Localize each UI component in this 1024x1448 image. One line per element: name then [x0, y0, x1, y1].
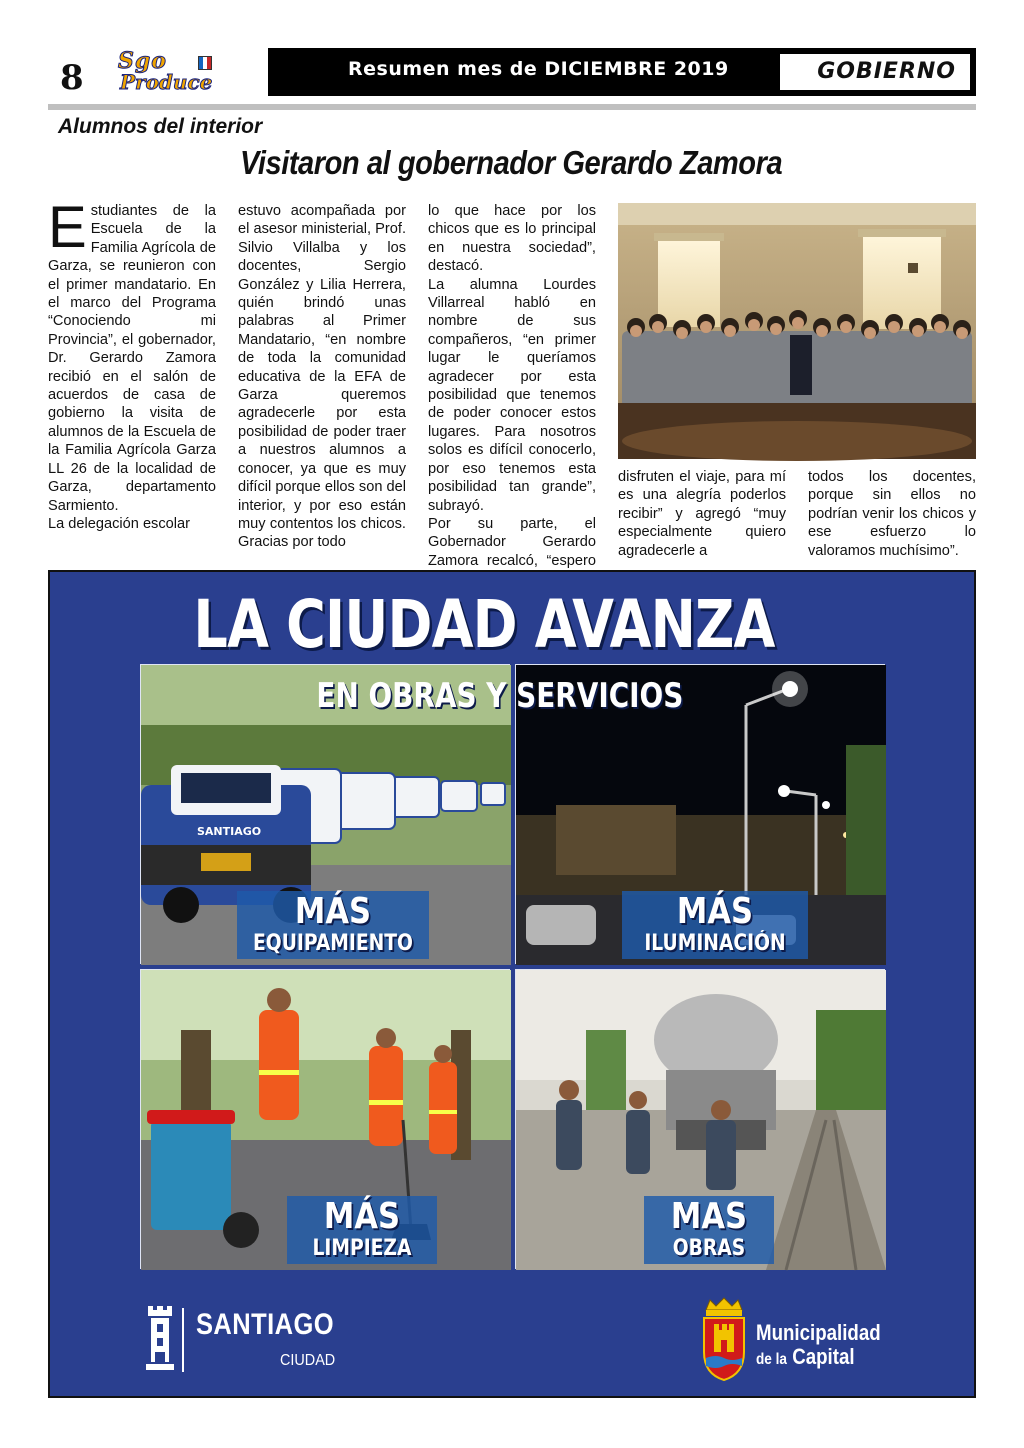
article-column-2	[238, 202, 406, 564]
tower-icon	[146, 1306, 174, 1372]
tile-label-big: MAS	[670, 1196, 748, 1237]
coat-of-arms-icon	[700, 1296, 748, 1382]
issue-summary: Resumen mes de DICIEMBRE 2019	[348, 58, 729, 80]
paragraph: lo que hace por los chicos que es lo principal en nuestra sociedad”, destacó.	[428, 203, 596, 275]
tile-label-big: MÁS	[294, 891, 372, 932]
brand-right-capital: Capital	[792, 1344, 855, 1369]
paragraph: todos los docentes, porque sin ellos no podrían venir los chicos y ese esfuerzo lo valoramos muchísimo”.	[808, 469, 976, 559]
group-photo-illustration	[618, 203, 976, 459]
header-divider	[48, 104, 976, 110]
paragraph: Por su parte, el Gobernador Gerardo Zamora recalcó, “espero	[428, 515, 596, 569]
brand-right-pre: de la	[756, 1351, 787, 1368]
tile-label-big: MÁS	[676, 891, 754, 932]
ad-title: LA CIUDAD AVANZA	[193, 586, 775, 663]
paragraph: estuvo acompañada por el asesor ministerial, Prof. Silvio Villalba y los docentes, Sergio González y Lilia Herrera, quién brindó unas palabras al Primer Mandatario, “en nombre de toda la comunidad educativa de la EFA de Garza queremos agradecerle por esta posibilidad de poder traer a nuestros alumnos a conocer, ya que es muy difícil porque ellos son del interior, y por eso están muy contentos los chicos. Gracias por todo	[238, 203, 406, 551]
city-advertisement	[48, 570, 976, 1398]
logo-line-1: Sgo	[118, 48, 167, 74]
tile-label-big: MÁS	[323, 1196, 401, 1237]
tile-works	[515, 969, 885, 1269]
tile-label-lighting	[622, 891, 808, 959]
paragraph: La alumna Lourdes Villarreal habló en nombre de sus compañeros, “en primer lugar le queríamos agradecer por esta posibilidad que tenemos de poder conocer estos lugares. Para nosotros solos es difícil conocerlo, por eso tenemos esta posibilidad tan grande”, subrayó.	[428, 276, 596, 514]
page-number: 8	[60, 58, 84, 98]
ad-subtitle: EN OBRAS Y SERVICIOS	[316, 676, 684, 716]
brand-separator	[182, 1308, 184, 1372]
flag-icon	[198, 56, 212, 70]
santiago-ciudad-brand	[146, 1306, 346, 1376]
tile-label-small: ILUMINACIÓN	[644, 931, 786, 956]
article-column-1	[48, 195, 216, 564]
article-headline: Visitaron al gobernador Gerardo Zamora	[240, 144, 783, 181]
tile-label-small: EQUIPAMIENTO	[253, 931, 413, 956]
tile-label-small: OBRAS	[672, 1236, 746, 1261]
paragraph: disfruten el viaje, para mí es una alegría poderlos recibir” y agregó “muy especialmente quiero agradecerle a	[618, 469, 786, 559]
tile-label-small: LIMPIEZA	[312, 1236, 412, 1261]
tile-cleaning	[140, 969, 510, 1269]
drop-cap: E	[48, 195, 87, 260]
van-text: SANTIAGO	[197, 825, 262, 838]
article-photo	[618, 203, 976, 459]
section-label: GOBIERNO	[817, 59, 956, 84]
tile-label-cleaning	[287, 1196, 437, 1264]
brand-right-line-2	[756, 1344, 855, 1370]
tile-label-equipment	[237, 891, 429, 959]
brand-left-sub: CIUDAD	[280, 1352, 336, 1369]
section-label-box	[780, 54, 970, 90]
municipalidad-brand	[700, 1296, 940, 1386]
logo-line-2: Produce	[120, 70, 213, 94]
paragraph: La delegación escolar	[48, 515, 190, 532]
article-column-4	[618, 468, 786, 564]
sgo-produce-logo	[112, 50, 257, 96]
article-kicker: Alumnos del interior	[58, 115, 263, 138]
article-column-5	[808, 468, 976, 568]
article-column-3	[428, 202, 596, 569]
brand-left-name: SANTIAGO	[196, 1308, 334, 1341]
paragraph: studiantes de la Escuela de la Familia Agrícola de Garza, se reunieron con el primer mandatario. En el marco del Programa “Conociendo mi Provincia”, el gobernador, Dr. Gerardo Zamora recibió en el salón de acuerdos de casa de gobierno la visita de alumnos de la Escuela de la Familia Agrícola Garza LL 26 de la localidad de Garza, departamento Sarmiento.	[48, 203, 216, 514]
header-bar	[268, 48, 976, 96]
brand-right-line-1: Municipalidad	[756, 1320, 881, 1345]
tile-label-works	[644, 1196, 774, 1264]
